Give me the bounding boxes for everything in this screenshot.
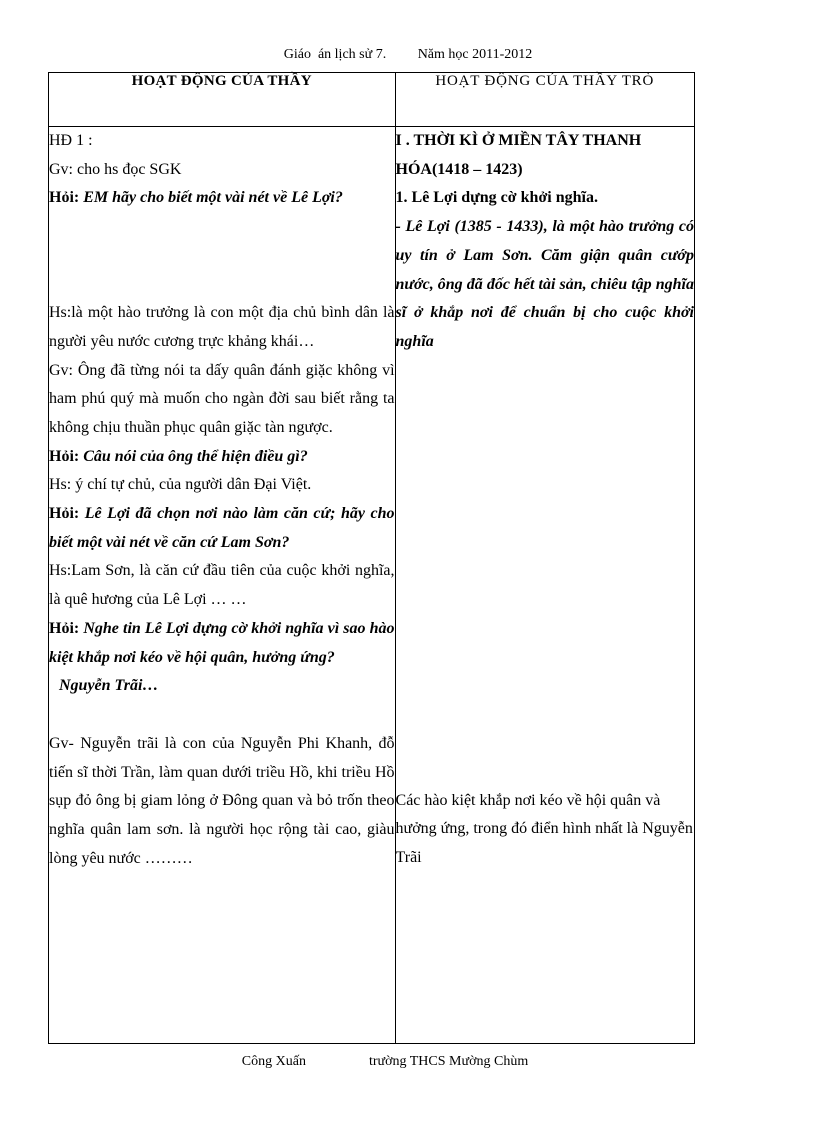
question-1-text: EM hãy cho biết một vài nét về Lê Lợi? (83, 189, 343, 207)
teacher-student-activity-header: HOẠT ĐỘNG CỦA THẦY TRÒ (395, 73, 694, 127)
student-answer-3: Hs:Lam Sơn, là căn cứ đầu tiên của cuộc khởi nghĩa, là quê hương của Lê Lợi … … (49, 562, 395, 609)
answer-4: Nguyễn Trãi… (59, 677, 159, 695)
lesson-table (48, 72, 695, 1044)
student-answer-2: Hs: ý chí tự chủ, của người dân Đại Việt. (49, 476, 312, 494)
question-4-label: Hỏi: (49, 619, 80, 637)
question-3-label: Hỏi: (49, 505, 80, 523)
question-2 (49, 443, 395, 472)
teacher-student-activity-cell (395, 127, 694, 1044)
teacher-activity-header: HOẠT ĐỘNG CỦA THẦY (49, 73, 396, 127)
teacher-remark-3: Gv- Nguyễn trãi là con của Nguyễn Phi Khanh, đỗ tiến sĩ thời Trần, làm quan dưới triều Hồ, khi triều Hồ sụp đỏ ông bị giam lỏng ở Đông quan và bỏ trốn theo nghĩa quân lam sơn. là người học rộng tài cao, giàu lòng yêu nước ……… (49, 734, 395, 867)
question-3-text: Lê Lợi đã chọn nơi nào làm căn cứ; hãy cho biết một vài nét về căn cứ Lam Sơn? (49, 505, 395, 551)
spacer (49, 701, 395, 730)
teacher-remark-2: Gv: Ông đã từng nói ta dấy quân đánh giặc không vì ham phú quý mà muốn cho ngàn đời sau biết rằng ta không chịu thuần phục quân giặc tàn ngược. (49, 361, 395, 436)
question-1-label: Hỏi: (49, 189, 80, 207)
table-header-row (49, 73, 695, 127)
question-3 (49, 500, 395, 557)
student-answer-1: Hs:là một hào trưởng là con một địa chủ bình dân là người yêu nước cương trực khảng khái… (49, 304, 395, 350)
answer-paragraph: Các hào kiệt khắp nơi kéo về hội quân và hưởng ứng, trong đó điển hình nhất là Nguyễn Trãi (395, 791, 693, 867)
question-4 (49, 615, 395, 672)
le-loi-paragraph: - Lê Lợi (1385 - 1433), là một hào trưởng có uy tín ở Lam Sơn. Căm giận quân cướp nước, ông đã đốc hết tài sản, chiêu tập nghĩa sĩ ở khắp nơi để chuẩn bị cho cuộc khởi nghĩa (395, 218, 694, 350)
spacer (396, 357, 694, 787)
page-footer: Công Xuấn trường THCS Mường Chùm (241, 1054, 529, 1069)
activity-label: HĐ 1 : (49, 132, 93, 149)
teacher-activity-cell (49, 127, 396, 1044)
question-4-text: Nghe tin Lê Lợi dựng cờ khởi nghĩa vì sao hào kiệt khắp nơi kéo về hội quân, hưởng ứng? (49, 619, 395, 666)
question-1 (49, 184, 395, 213)
section-title: I . THỜI KÌ Ở MIỀN TÂY THANH HÓA(1418 – 1423) (395, 132, 642, 178)
subsection-title: 1. Lê Lợi dựng cờ khởi nghĩa. (395, 189, 598, 207)
teacher-instruction-1: Gv: cho hs đọc SGK (49, 160, 182, 178)
table-body-row (49, 127, 695, 1044)
question-2-label: Hỏi: (49, 447, 80, 465)
question-2-text: Câu nói của ông thể hiện điều gì? (83, 447, 308, 465)
page-header: Giáo án lịch sử 7. Năm học 2011-2012 (283, 47, 533, 62)
spacer (49, 213, 395, 299)
